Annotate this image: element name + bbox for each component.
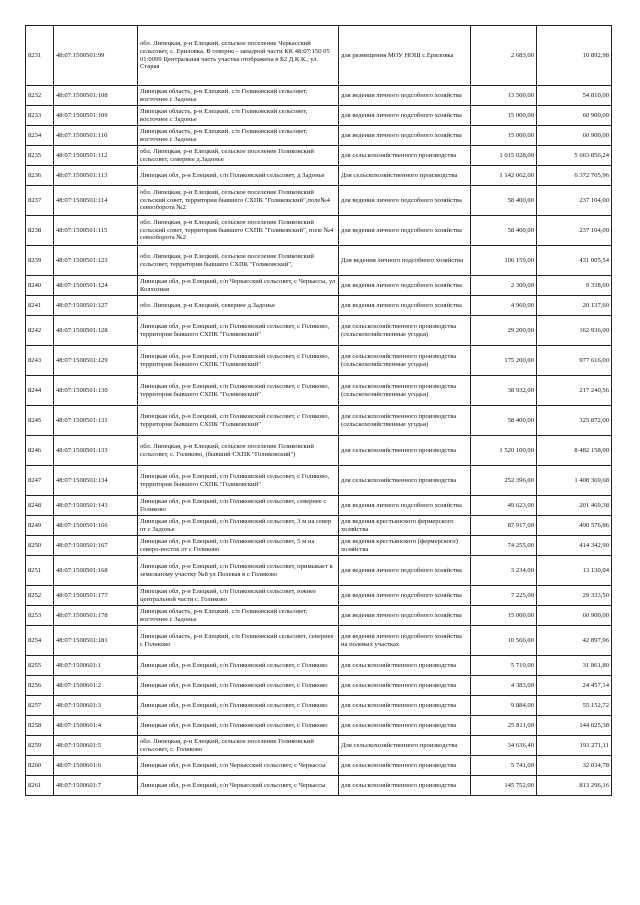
cadastral-cost: 29 333,50 [537,586,612,606]
cadastral-cost: 5 663 856,24 [537,146,612,166]
area-value: 87 917,00 [471,516,537,536]
row-number: 8255 [26,656,54,676]
cadastral-cost: 24 457,14 [537,676,612,696]
cadastral-number: 48:07:1500501:177 [54,586,138,606]
permitted-use: для сельскохозяйственного производства [339,756,471,776]
cadastral-number: 48:07:1500601:6 [54,756,138,776]
area-value: 1 520 100,00 [471,436,537,466]
address: обл. Липецкая, р-н Елецкий, сельское поселение Голиковский сельсовет, с. Голиково, (бывший СХПК "Голиковский") [138,436,339,466]
permitted-use: Для ведения личного подсобного хозяйства [339,246,471,276]
address: Липецкая область, р-н Елецкий, с/п Голиковский сельсовет, восточнее с Задонье [138,86,339,106]
row-number: 8235 [26,146,54,166]
table-row [26,776,612,796]
row-number: 8245 [26,406,54,436]
area-value: 5 710,00 [471,656,537,676]
area-value: 13 500,00 [471,86,537,106]
area-value: 58 400,00 [471,216,537,246]
table-body [26,26,612,796]
cadastral-number: 48:07:1500501:134 [54,466,138,496]
permitted-use: для ведения личного подсобного хозяйства [339,216,471,246]
table-row [26,716,612,736]
cadastral-number: 48:07:1500601:1 [54,656,138,676]
row-number: 8253 [26,606,54,626]
area-value: 9 884,00 [471,696,537,716]
cadastral-cost: 60 900,00 [537,606,612,626]
permitted-use: для ведения личного подсобного хозяйства [339,296,471,316]
cadastral-number: 48:07:1500501:166 [54,516,138,536]
address: обл. Липецкая, р-н Елецкий, сельское поселение Голиковский сельский совет, территория бывшего СХПК "Голиковский",поле№4 севооборота №2 [138,186,339,216]
permitted-use: для размещения МОУ НОШ с.Ериловка [339,26,471,86]
table-row [26,586,612,606]
area-value: 10 566,00 [471,626,537,656]
table-row [26,436,612,466]
cadastral-number: 48:07:1500601:7 [54,776,138,796]
cadastral-number: 48:07:1500501:124 [54,276,138,296]
area-value: 145 752,00 [471,776,537,796]
permitted-use: для сельскохозяйственного производства [339,656,471,676]
address: Липецкая обл, р-н Елецкий, с/п Голиковский сельсовет, с Голиково [138,696,339,716]
cadastral-cost: 10 892,98 [537,26,612,86]
row-number: 8250 [26,536,54,556]
permitted-use: для ведения личного подсобного хозяйства [339,86,471,106]
cadastral-number: 48:07:1500501:133 [54,436,138,466]
table-row [26,626,612,656]
area-value: 2 300,00 [471,276,537,296]
address: Липецкая обл, р-н Елецкий, с/п Голиковский сельсовет, севернее с Голиково [138,496,339,516]
table-row [26,536,612,556]
row-number: 8244 [26,376,54,406]
table-row [26,246,612,276]
address: Липецкая обл, р-н Елецкий, с/п Голиковский сельсовет, с Голиково, территория бывшего СХПК "Голиковский" [138,346,339,376]
cadastral-number: 48:07:1500501:113 [54,166,138,186]
table-row [26,166,612,186]
area-value: 252 396,00 [471,466,537,496]
cadastral-number: 48:07:1500501:112 [54,146,138,166]
cadastral-number: 48:07:1500501:99 [54,26,138,86]
address: Липецкая обл, р-н Елецкий, с/п Черкасский сельсовет, с Черкассы, ул Колхозная [138,276,339,296]
table-row [26,26,612,86]
cadastral-cost: 9 338,00 [537,276,612,296]
cadastral-number: 48:07:1500501:115 [54,216,138,246]
area-value: 5 741,00 [471,756,537,776]
address: Липецкая область, р-н Елецкий, с/п Голиковский сельсовет, восточнее с Задонье [138,106,339,126]
cadastral-number: 48:07:1500501:108 [54,86,138,106]
table-row [26,656,612,676]
row-number: 8259 [26,736,54,756]
permitted-use: для сельскохозяйственного производства [339,776,471,796]
table-row [26,296,612,316]
table-row [26,556,612,586]
permitted-use: для ведения личного подсобного хозяйства [339,106,471,126]
address: Липецкая обл, р-н Елецкий, с/п Голиковский сельсовет, с Голиково, территория бывшего СХПК "Голиковский" [138,466,339,496]
cadastral-number: 48:07:1500501:128 [54,316,138,346]
address: Липецкая обл, р-н Елецкий, с/п Голиковский сельсовет, с Голиково, территория бывшего СХПК "Голиковский" [138,316,339,346]
address: Липецкая обл, р-н Елецкий, с/п Голиковский сельсовет, с Голиково [138,656,339,676]
area-value: 175 200,00 [471,346,537,376]
area-value: 58 400,00 [471,186,537,216]
table-row [26,106,612,126]
address: обл. Липецкая, р-н Елецкий, сельское поселение Черкасский сельсовет, с. Ериловка. В северно - западной части КК 48:07:150 05 01:0099 Центральная часть участка отображена в Б2 Д.К.К., ул. Старая [138,26,339,86]
table-row [26,516,612,536]
area-value: 1 142 062,00 [471,166,537,186]
cadastral-number: 48:07:1500501:110 [54,126,138,146]
table-row [26,496,612,516]
address: обл. Липецкая, р-н Елецкий, сельское поселение Голиковский сельсовет, севернее д.Задонье [138,146,339,166]
row-number: 8231 [26,26,54,86]
cadastral-number: 48:07:1500501:123 [54,246,138,276]
cadastral-number: 48:07:1500501:114 [54,186,138,216]
row-number: 8248 [26,496,54,516]
permitted-use: для ведения личного подсобного хозяйства [339,556,471,586]
row-number: 8236 [26,166,54,186]
cadastral-cost: 31 861,80 [537,656,612,676]
permitted-use: для сельскохозяйственного производства [339,716,471,736]
address: Липецкая обл, р-н Елецкий, с/п Голиковский сельсовет, с Голиково [138,676,339,696]
permitted-use: для сельскохозяйственного производства (сельскохозяйственные угодья) [339,316,471,346]
row-number: 8241 [26,296,54,316]
cadastral-number: 48:07:1500601:5 [54,736,138,756]
area-value: 34 636,40 [471,736,537,756]
table-row [26,466,612,496]
address: Липецкая обл, р-н Елецкий, с/п Голиковский сельсовет, 3 м на север от с Задонье [138,516,339,536]
address: Липецкая обл, р-н Елецкий, с/п Голиковский сельсовет, с Голиково [138,716,339,736]
cadastral-number: 48:07:1500501:167 [54,536,138,556]
permitted-use: для ведения личного подсобного хозяйства [339,186,471,216]
permitted-use: для сельскохозяйственного производства [339,146,471,166]
area-value: 49 623,00 [471,496,537,516]
permitted-use: для сельскохозяйственного производства [339,466,471,496]
permitted-use: для ведения личного подсобного хозяйства [339,276,471,296]
table-row [26,606,612,626]
table-row [26,376,612,406]
row-number: 8249 [26,516,54,536]
cadastral-number: 48:07:1500501:181 [54,626,138,656]
row-number: 8234 [26,126,54,146]
area-value: 15 000,00 [471,606,537,626]
address: Липецкая область, р-н Елецкий, с/п Голиковский сельсовет, севернее с Голиково [138,626,339,656]
cadastral-cost: 490 576,86 [537,516,612,536]
permitted-use: для сельскохозяйственного производства [339,676,471,696]
cadastral-cost: 54 810,00 [537,86,612,106]
table-row [26,276,612,296]
address: обл. Липецкая, р-н Елецкий, сельское поселение Голиковский сельсовет, с. Голиково [138,736,339,756]
address: Липецкая обл, р-н Елецкий, с/п Черкасский сельсовет, с Черкассы [138,776,339,796]
cadastral-number: 48:07:1500501:109 [54,106,138,126]
cadastral-cost: 414 342,90 [537,536,612,556]
row-number: 8256 [26,676,54,696]
land-plots-table [25,25,612,796]
address: Липецкая обл, р-н Елецкий, с/п Голиковский сельсовет, д Задонье [138,166,339,186]
row-number: 8252 [26,586,54,606]
cadastral-cost: 20 137,60 [537,296,612,316]
cadastral-number: 48:07:1500601:3 [54,696,138,716]
cadastral-cost: 977 616,00 [537,346,612,376]
address: Липецкая обл, р-н Елецкий, с/п Голиковский сельсовет, 5 м на северо-восток от с Голиково [138,536,339,556]
table-row [26,216,612,246]
address: Липецкая обл, р-н Елецкий, с/п Голиковский сельсовет, с Голиково, территория бывшего СХПК "Голиковский" [138,406,339,436]
cadastral-cost: 201 469,38 [537,496,612,516]
cadastral-number: 48:07:1500601:2 [54,676,138,696]
row-number: 8257 [26,696,54,716]
cadastral-cost: 32 034,78 [537,756,612,776]
address: Липецкая область, р-н Елецкий, с/п Голиковский сельсовет, восточнее с Задонье [138,126,339,146]
cadastral-cost: 237 104,00 [537,216,612,246]
area-value: 29 200,00 [471,316,537,346]
row-number: 8240 [26,276,54,296]
table-row [26,186,612,216]
row-number: 8242 [26,316,54,346]
permitted-use: для ведения личного подсобного хозяйства [339,496,471,516]
cadastral-cost: 55 152,72 [537,696,612,716]
cadastral-cost: 237 104,00 [537,186,612,216]
cadastral-cost: 60 900,00 [537,126,612,146]
area-value: 3 234,00 [471,556,537,586]
permitted-use: для сельскохозяйственного производства (сельскохозяйственные угодья) [339,376,471,406]
cadastral-cost: 60 900,00 [537,106,612,126]
cadastral-cost: 8 482 158,00 [537,436,612,466]
table-row [26,126,612,146]
cadastral-cost: 162 936,00 [537,316,612,346]
address: Липецкая обл, р-н Елецкий, с/п Голиковский сельсовет, южнее центральной части с. Голиково [138,586,339,606]
permitted-use: для ведения крестьянского фермерского хозяйства [339,516,471,536]
area-value: 4 383,00 [471,676,537,696]
address: Липецкая обл, р-н Елецкий, с/п Черкасский сельсовет, с Черкассы [138,756,339,776]
row-number: 8246 [26,436,54,466]
cadastral-cost: 193 271,11 [537,736,612,756]
cadastral-cost: 13 130,04 [537,556,612,586]
address: обл. Липецкая, р-н Елецкий, сельское поселение Голиковский сельсовет, территория бывшего СХПК "Голиковский", [138,246,339,276]
table-row [26,676,612,696]
cadastral-cost: 217 240,56 [537,376,612,406]
row-number: 8243 [26,346,54,376]
cadastral-number: 48:07:1500601:4 [54,716,138,736]
permitted-use: для ведения личного подсобного хозяйства [339,126,471,146]
cadastral-cost: 325 872,00 [537,406,612,436]
row-number: 8260 [26,756,54,776]
permitted-use: для ведения крестьянского (фермерского) хозяйства [339,536,471,556]
row-number: 8237 [26,186,54,216]
permitted-use: для сельскохозяйственного производства (сельскохозяйственные угодья) [339,346,471,376]
area-value: 1 015 028,00 [471,146,537,166]
area-value: 15 000,00 [471,106,537,126]
table-row [26,316,612,346]
row-number: 8233 [26,106,54,126]
table-row [26,346,612,376]
table-row [26,736,612,756]
area-value: 74 255,00 [471,536,537,556]
address: обл. Липецкая, р-н Елецкий, сельское поселение Голиковский сельский совет, территория бывшего СХПК "Голиковский", поле №4 севооборота №2 [138,216,339,246]
table-row [26,86,612,106]
cadastral-cost: 1 408 369,68 [537,466,612,496]
area-value: 25 811,00 [471,716,537,736]
area-value: 106 159,00 [471,246,537,276]
permitted-use: Для сельскохозяйственного производства [339,736,471,756]
permitted-use: для сельскохозяйственного производства (сельскохозяйственные угодья) [339,406,471,436]
area-value: 7 225,00 [471,586,537,606]
area-value: 2 683,00 [471,26,537,86]
row-number: 8238 [26,216,54,246]
area-value: 38 932,00 [471,376,537,406]
permitted-use: для сельскохозяйственного производства [339,436,471,466]
cadastral-number: 48:07:1500501:178 [54,606,138,626]
table-row [26,146,612,166]
cadastral-cost: 6 372 705,96 [537,166,612,186]
permitted-use: для ведения личного подсобного хозяйства [339,586,471,606]
address: Липецкая область, р-н Елецкий, с/п Голиковский сельсовет, восточнее с Задонье [138,606,339,626]
cadastral-cost: 431 005,54 [537,246,612,276]
table-row [26,756,612,776]
cadastral-number: 48:07:1500501:131 [54,406,138,436]
table-row [26,406,612,436]
cadastral-cost: 144 025,38 [537,716,612,736]
cadastral-number: 48:07:1500501:127 [54,296,138,316]
address: Липецкая обл, р-н Елецкий, с/п Голиковский сельсовет, примыкает к земельному участку №8 ул Полевая в с Голиково [138,556,339,586]
row-number: 8258 [26,716,54,736]
permitted-use: для сельскохозяйственного производства [339,696,471,716]
cadastral-number: 48:07:1500501:143 [54,496,138,516]
permitted-use: Для сельскохозяйственного производства [339,166,471,186]
row-number: 8239 [26,246,54,276]
area-value: 4 960,00 [471,296,537,316]
address: Липецкая обл, р-н Елецкий, с/п Голиковский сельсовет, с Голиково, территория бывшего СХПК "Голиковский" [138,376,339,406]
row-number: 8251 [26,556,54,586]
cadastral-number: 48:07:1500501:130 [54,376,138,406]
cadastral-cost: 813 296,16 [537,776,612,796]
row-number: 8261 [26,776,54,796]
row-number: 8232 [26,86,54,106]
address: обл. Липецкая, р-н Елецкий, севернее д.Задонье [138,296,339,316]
cadastral-number: 48:07:1500501:129 [54,346,138,376]
permitted-use: для ведения личного подсобного хозяйства на полевых участках [339,626,471,656]
area-value: 15 000,00 [471,126,537,146]
row-number: 8247 [26,466,54,496]
area-value: 58 400,00 [471,406,537,436]
permitted-use: для ведения личного подсобного хозяйства [339,606,471,626]
cadastral-cost: 42 897,96 [537,626,612,656]
row-number: 8254 [26,626,54,656]
cadastral-number: 48:07:1500501:168 [54,556,138,586]
table-row [26,696,612,716]
